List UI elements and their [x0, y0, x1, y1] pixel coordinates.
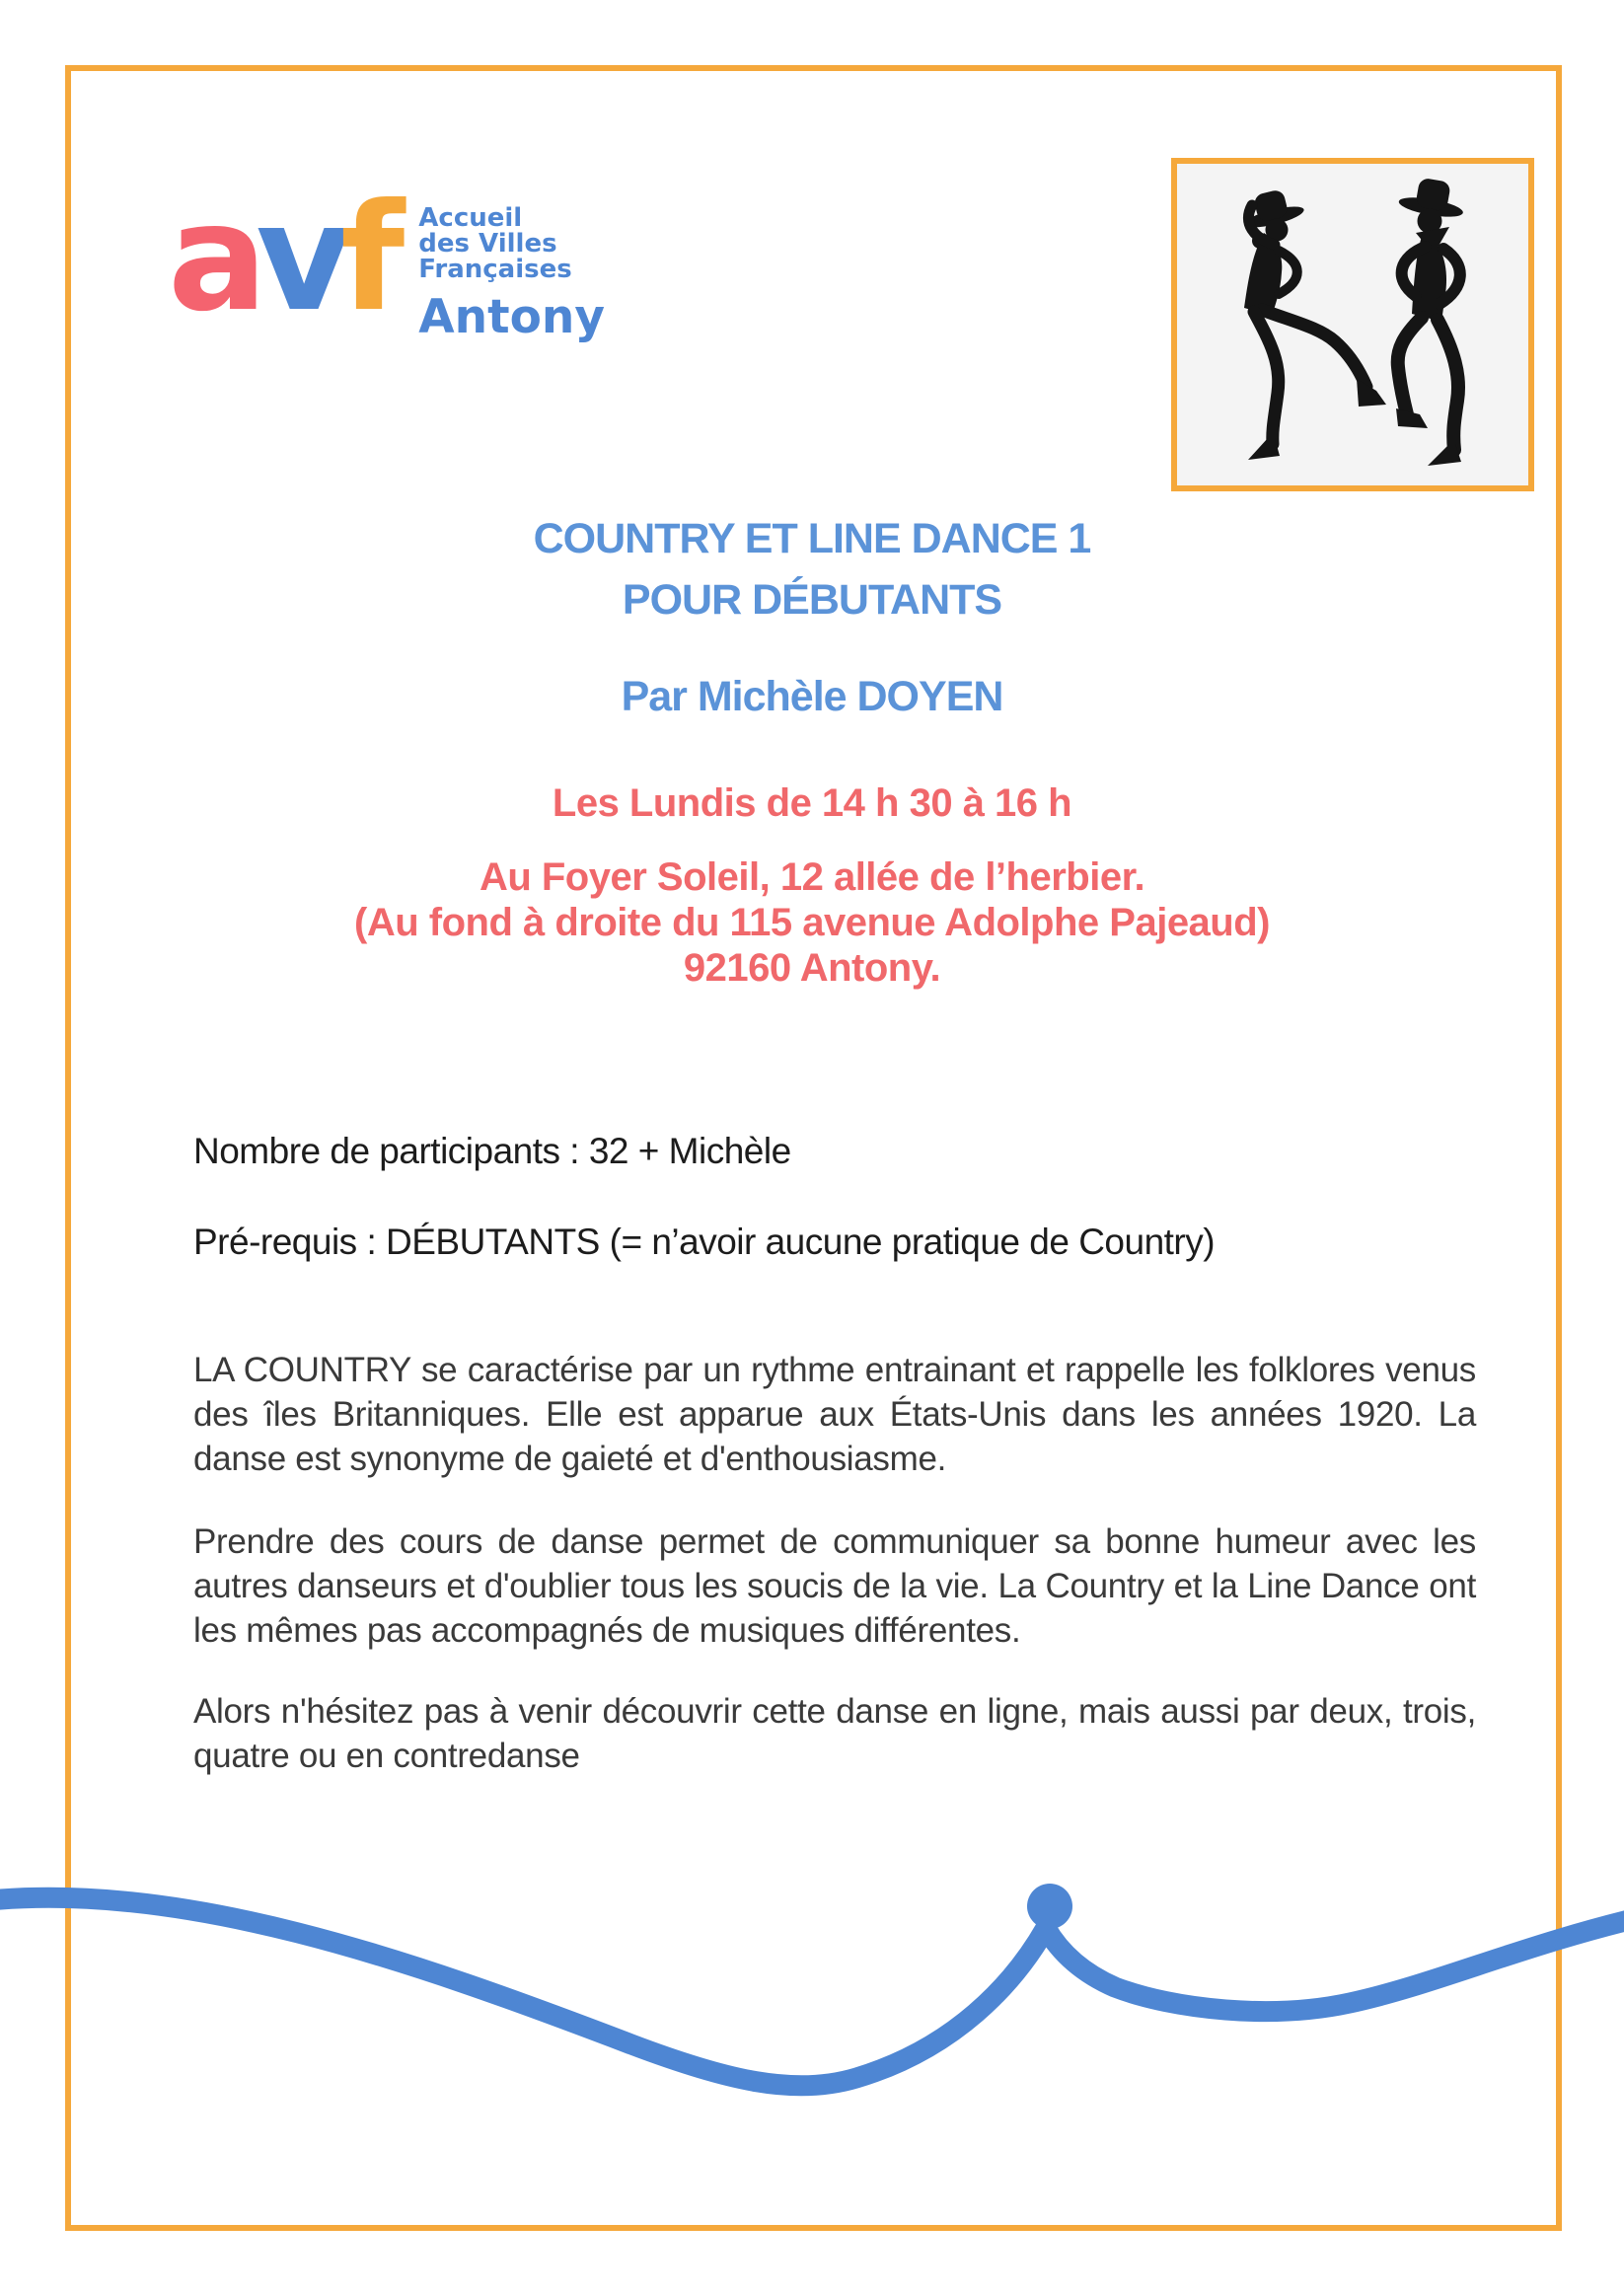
venue-block	[0, 854, 1624, 991]
title-line-1: COUNTRY ET LINE DANCE 1	[533, 515, 1091, 562]
dancers-silhouette-icon	[1177, 164, 1528, 485]
avf-logo-letters	[168, 173, 394, 344]
logo-letter-f: f	[340, 173, 394, 344]
venue-line-1: Au Foyer Soleil, 12 allée de l’herbier.	[479, 855, 1145, 899]
title-line-2: POUR DÉBUTANTS	[622, 576, 1002, 624]
participants-line: Nombre de participants : 32 + Michèle	[193, 1131, 791, 1171]
instructor-line: Par Michèle DOYEN	[621, 673, 1003, 720]
decorative-wave-line	[0, 1825, 1624, 2161]
prerequisites-line: Pré-requis : DÉBUTANTS (= n’avoir aucune pratique de Country)	[193, 1222, 1216, 1262]
schedule-time: Les Lundis de 14 h 30 à 16 h	[552, 781, 1072, 825]
logo-tagline	[418, 205, 605, 282]
logo-letter-a: a	[168, 173, 257, 344]
paragraph-country-description: LA COUNTRY se caractérise par un rythme entrainant et rappelle les folklores venus des îles Britanniques. Elle est apparue aux États-Unis dans les années 1920. La danse est synonyme de gaieté et d'enthousiasme.	[193, 1351, 1476, 1478]
logo-tagline-line3: Françaises	[418, 255, 572, 284]
logo-tagline-line2: des Villes	[418, 229, 557, 259]
venue-line-2: (Au fond à droite du 115 avenue Adolphe Pajeaud)	[354, 901, 1270, 944]
venue-line-3: 92160 Antony.	[683, 946, 941, 990]
paragraph-invitation: Alors n'hésitez pas à venir découvrir cette danse en ligne, mais aussi par deux, trois, quatre ou en contredanse	[193, 1692, 1476, 1775]
paragraph-dance-benefits: Prendre des cours de danse permet de communiquer sa bonne humeur avec les autres danseurs et d'oublier tous les soucis de la vie. La Country et la Line Dance ont les mêmes pas accompagnés de musiques différentes.	[193, 1522, 1476, 1650]
logo-letter-v: v	[256, 173, 341, 344]
logo-tagline-line1: Accueil	[418, 203, 523, 233]
country-dancers-image	[1171, 158, 1534, 491]
logo-text-block	[418, 189, 605, 344]
logo-city-name: Antony	[418, 290, 605, 344]
avf-logo	[168, 173, 605, 344]
